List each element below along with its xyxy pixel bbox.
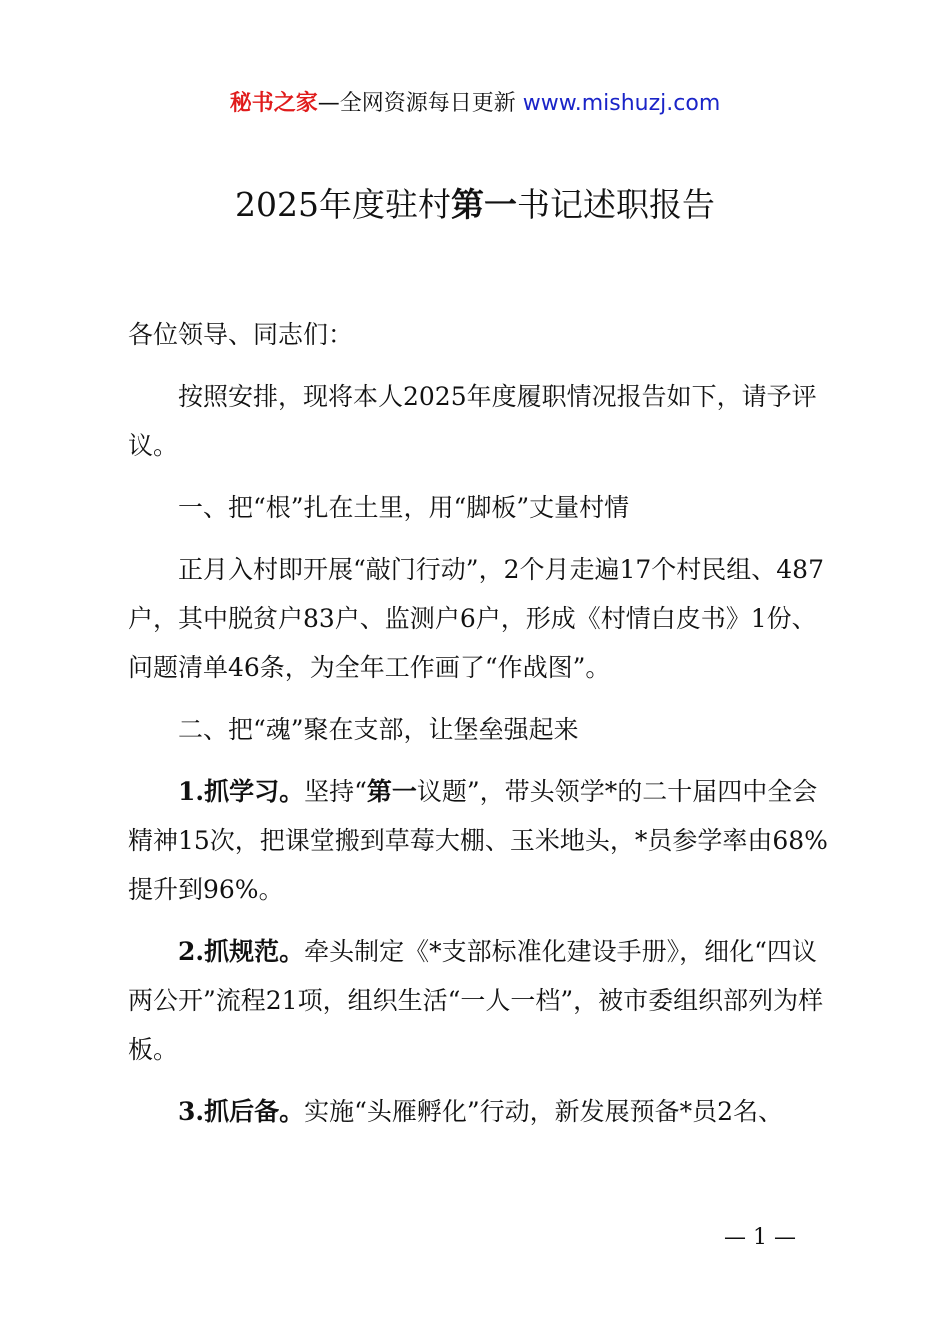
page-number: — 1 — — [724, 1225, 796, 1250]
item-1-bold-word: 第一 — [366, 777, 417, 806]
document-title — [0, 183, 950, 227]
brand-name: 秘书之家 — [229, 91, 318, 116]
item-1-paragraph — [128, 767, 836, 914]
item-2-label: 2.抓规范。 — [178, 937, 305, 966]
title-bold-part: 第一 — [450, 185, 517, 224]
item-1-text-b: 议题”，带头领学*的二十届四中全会精神15次，把课堂搬到草莓大棚、玉米地头，*员参学率由68%提升到96%。 — [128, 777, 828, 904]
item-3-text: 实施“头雁孵化”行动，新发展预备*员2名、 — [304, 1097, 784, 1126]
item-2-text: 牵头制定《*支部标准化建设手册》，细化“四议两公开”流程21项，组织生活“一人一档”，被市委组织部列为样板。 — [128, 937, 824, 1064]
item-3-paragraph — [128, 1087, 836, 1136]
document-body — [128, 310, 836, 1149]
item-1-text-a: 坚持“ — [304, 777, 367, 806]
item-1-label: 1.抓学习。 — [178, 777, 305, 806]
site-url-link[interactable]: www.mishuzj.com — [522, 91, 721, 116]
item-3-label: 3.抓后备。 — [178, 1097, 305, 1126]
section-2-heading: 二、把“魂”聚在支部，让堡垒强起来 — [178, 715, 579, 744]
header-slogan: 全网资源每日更新 — [339, 91, 516, 116]
section-1-paragraph: 正月入村即开展“敲门行动”，2个月走遍17个村民组、487户，其中脱贫户83户、监测户6户，形成《村情白皮书》1份、问题清单46条，为全年工作画了“作战图”。 — [128, 555, 824, 682]
intro-paragraph: 按照安排，现将本人2025年度履职情况报告如下，请予评议。 — [128, 382, 817, 460]
title-part-1: 2025年度驻村 — [235, 185, 451, 224]
title-part-2: 书记述职报告 — [516, 185, 715, 224]
site-header — [0, 88, 950, 120]
item-2-paragraph — [128, 927, 836, 1074]
section-1-heading: 一、把“根”扎在土里，用“脚板”丈量村情 — [178, 493, 630, 522]
salutation: 各位领导、同志们： — [128, 320, 354, 349]
header-dash: — — [317, 91, 340, 116]
